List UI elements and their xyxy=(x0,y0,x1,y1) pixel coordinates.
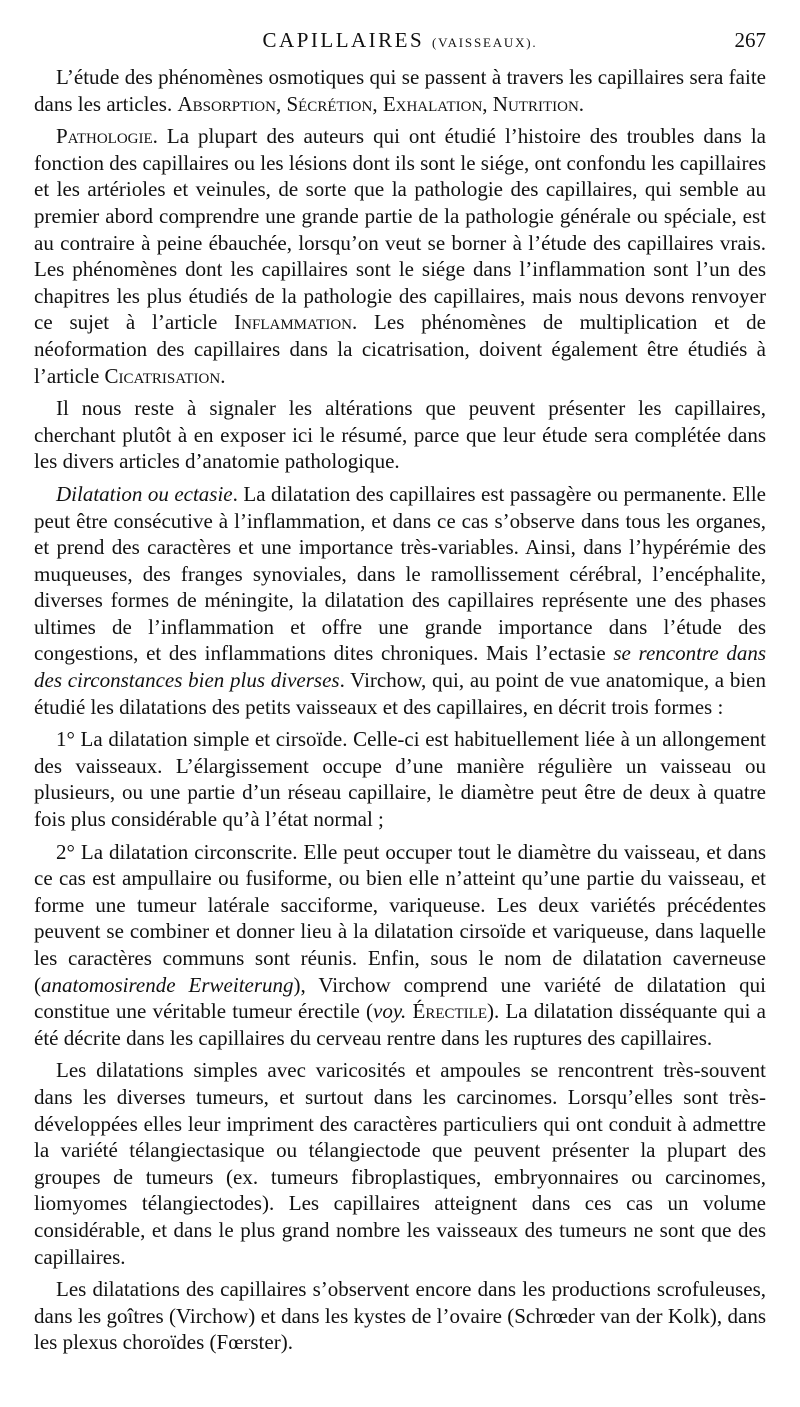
paragraph-pathologie xyxy=(34,123,766,389)
text-span: . La dilatation des capillaires est passagère ou permanente. Elle peut être consécutive à l’inflammation, et dans ce cas s’observe dans tous les organes, et prend des caractères et une importance très-variables. Ainsi, dans l’hypérémie des muqueuses, des franges synoviales, dans le ramollissement cérébral, l’encéphalite, diverses formes de méningite, la dilatation des capillaires représente une des phases ultimes de l’inflammation et offre une grande importance dans l’étude des congestions, et des inflammations dites chroniques. Mais l’ectasie xyxy=(34,481,766,666)
page-number: 267 xyxy=(734,28,766,52)
cross-ref-cicatrisation: Cicatrisation xyxy=(104,363,221,388)
text-span: . xyxy=(220,363,226,388)
text-span: . La plupart des auteurs qui ont étudié l’histoire des troubles dans la fonction des capillaires ou les lésions dont ils sont le siége, ont confondu les capillaires et les artérioles et veinules, de sorte que la pathologie des capillaires, qui semble au premier abord comprendre une grande partie de la pathologie générale ou spéciale, est au contraire à peine ébauchée, lorsqu’on veut se borner à l’étude des capillaires vrais. Les phénomènes dont les capillaires sont le siége dans l’inflammation sont l’un des chapitres les plus étudiés de la pathologie des capillaires, mais nous devons renvoyer ce sujet à l’article xyxy=(34,124,766,335)
running-title-main: CAPILLAIRES xyxy=(262,28,425,52)
section-heading-pathologie: Pathologie xyxy=(56,124,153,149)
text-span: 2° La dilatation circonscrite. Elle peut occuper tout le diamètre du vaisseau, et dans ce cas est ampullaire ou fusiforme, ou bien elle n’atteint qu’une partie du vaisseau, et forme une tumeur latérale sacciforme, variqueuse. Les deux variétés précédentes peuvent se combiner et donner lieu à la dilatation cirsoïde et variqueuse, dans laquelle les caractères communs sont réunis. Enfin, sous le nom de dilatation caverneuse ( xyxy=(34,839,766,997)
text-span: . Virchow, qui, au point de vue anatomique, a bien étudié les dilatations des petits vaisseaux et des capillaires, en décrit trois formes : xyxy=(34,668,766,719)
body-text xyxy=(34,64,766,1362)
running-title-sub: (VAISSEAUX). xyxy=(431,35,538,50)
paragraph-dilatation xyxy=(34,481,766,720)
text-span: , xyxy=(275,91,287,116)
italic-voy: voy. xyxy=(373,999,407,1024)
cross-ref-inflammation: Inflammation xyxy=(234,310,352,335)
cross-ref-erectile: Érectile xyxy=(412,999,487,1024)
text-span: . Les phénomènes de multiplication et de néoformation des capillaires dans la cicatrisation, doivent également être étudiés à l’article xyxy=(34,310,767,388)
text-span: , xyxy=(482,91,493,116)
italic-term: anatomosirende Erweiterung xyxy=(41,972,294,997)
italic-phrase: se rencontre dans des circonstances bien plus diverses xyxy=(34,641,766,693)
paragraph-osmotic xyxy=(34,64,766,117)
cross-ref-absorption: Absorption xyxy=(177,91,276,116)
paragraph-tumeurs: Les dilatations simples avec varicosités et ampoules se rencontrent très-souvent dans les diverses tumeurs, et surtout dans les carcinomes. Lorsqu’elles sont très-développées elles leur impriment des caractères particuliers qui ont conduit à admettre la variété télangiectasique ou télangiectode que peuvent présenter la plupart des groupes de tumeurs (ex. tumeurs fibroplastiques, embryonnaires ou carcinomes, liomyomes télangiectodes). Les capillaires atteignent dans ces cas un volume considérable, et dans le plus grand nombre les vaisseaux des tumeurs ne sont que des capillaires. xyxy=(34,1058,766,1269)
paragraph-form-2 xyxy=(34,839,766,1052)
running-title xyxy=(34,28,766,53)
cross-ref-exhalation: Exhalation xyxy=(382,91,483,116)
text-span: . xyxy=(578,91,585,116)
page-header xyxy=(34,28,766,58)
paragraph-alterations: Il nous reste à signaler les altérations que peuvent présenter les capillaires, cherchant plutôt à en exposer ici le résumé, parce que leur étude sera complétée dans les divers articles d’anatomie pathologique. xyxy=(34,396,766,474)
cross-ref-nutrition: Nutrition xyxy=(492,91,579,116)
text-span: , xyxy=(372,91,383,116)
text-span: ), Virchow comprend une variété de dilatation qui constitue une véritable tumeur érectile ( xyxy=(34,972,766,1024)
text-span: ). La dilatation disséquante qui a été décrite dans les capillaires du cerveau rentre dans les ruptures des capillaires. xyxy=(34,999,766,1050)
section-heading-dilatation: Dilatation ou ectasie xyxy=(56,481,233,506)
paragraph-scrofuleuses: Les dilatations des capillaires s’observent encore dans les productions scrofuleuses, dans les goîtres (Virchow) et dans les kystes de l’ovaire (Schrœder van der Kolk), dans les plexus choroïdes (Fœrster). xyxy=(34,1277,766,1355)
cross-ref-secretion: Sécrétion xyxy=(286,91,373,116)
text-span: L’étude des phénomènes osmotiques qui se passent à travers les capillaires sera faite dans les articles. xyxy=(34,65,766,116)
paragraph-form-1: 1° La dilatation simple et cirsoïde. Celle-ci est habituellement liée à un allongement des vaisseaux. L’élargissement occupe d’une manière régulière un vaisseau ou plusieurs, ou une partie d’un réseau capillaire, le diamètre peut être de deux à quatre fois plus considérable qu’à l’état normal ; xyxy=(34,727,766,832)
